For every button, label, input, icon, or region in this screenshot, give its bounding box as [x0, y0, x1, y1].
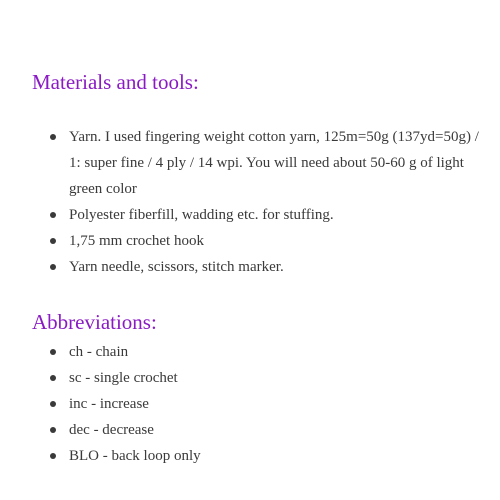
abbreviation-item-sc: sc - single crochet	[0, 365, 500, 391]
materials-item-hook: 1,75 mm crochet hook	[0, 228, 500, 254]
abbreviation-item-dec: dec - decrease	[0, 417, 500, 443]
materials-item-fiberfill: Polyester fiberfill, wadding etc. for stuffing.	[0, 202, 500, 228]
abbreviations-list	[0, 339, 500, 469]
materials-item-yarn: Yarn. I used fingering weight cotton yarn, 125m=50g (137yd=50g) / 1: super fine / 4 ply / 14 wpi. You will need about 50-60 g of light green color	[0, 124, 500, 202]
materials-heading: Materials and tools:	[32, 70, 199, 94]
abbreviations-heading: Abbreviations:	[32, 310, 157, 334]
materials-item-needle: Yarn needle, scissors, stitch marker.	[0, 254, 500, 280]
abbreviation-item-ch: ch - chain	[0, 339, 500, 365]
materials-list	[0, 124, 500, 280]
abbreviation-item-inc: inc - increase	[0, 391, 500, 417]
abbreviation-item-blo: BLO - back loop only	[0, 443, 500, 469]
